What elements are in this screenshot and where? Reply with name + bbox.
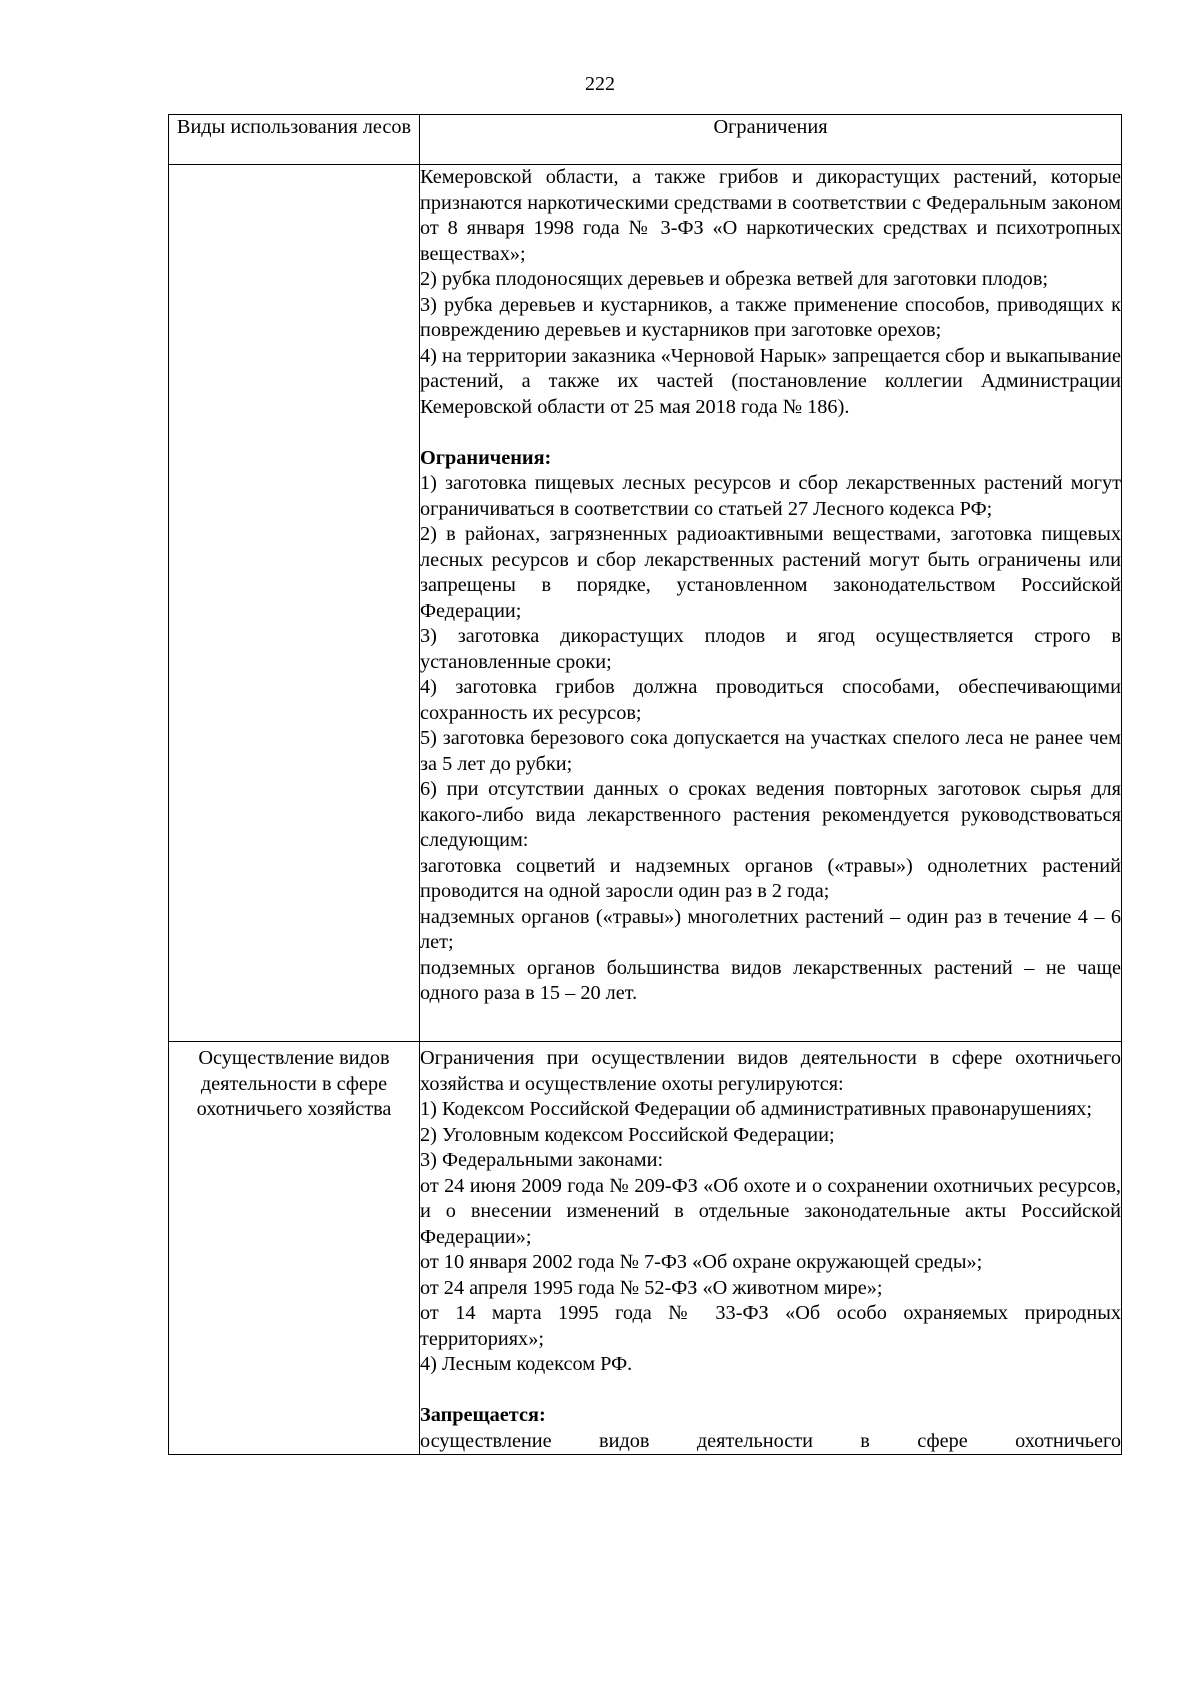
header-kind: Виды использования лесов xyxy=(169,115,420,165)
table-row xyxy=(169,1042,1122,1455)
paragraph: 3) заготовка дикорастущих плодов и ягод осуществляется строго в установленные сроки; xyxy=(420,625,1121,673)
paragraph: 1) Кодексом Российской Федерации об административных правонарушениях; xyxy=(420,1098,1093,1120)
section-heading: Ограничения: xyxy=(420,446,552,469)
paragraph: Ограничения при осуществлении видов деятельности в сфере охотничьего хозяйства и осуществление охоты регулируются: xyxy=(420,1047,1121,1095)
paragraph: от 24 апреля 1995 года № 52-ФЗ «О животном мире»; xyxy=(420,1276,883,1299)
paragraph: 5) заготовка березового сока допускается на участках спелого леса не ранее чем за 5 лет до рубки; xyxy=(420,727,1121,775)
paragraph: Кемеровской области, а также грибов и дикорастущих растений, которые признаются наркотическими средствами в соответствии с Федеральным законом от 8 января 1998 года № 3-ФЗ «О наркотических средствах и психотропных веществах»; xyxy=(420,166,1121,265)
page-number: 222 xyxy=(585,73,615,95)
paragraph: 2) в районах, загрязненных радиоактивными веществами, заготовка пищевых лесных ресурсов и сбор лекарственных растений могут быть ограничены или запрещены в порядке, установленном законодательством Российской Федерации; xyxy=(420,523,1121,622)
paragraph: надземных органов («травы») многолетних растений – один раз в течение 4 – 6 лет; xyxy=(420,905,1121,953)
paragraph: 3) рубка деревьев и кустарников, а также применение способов, приводящих к повреждению деревьев и кустарников при заготовке орехов; xyxy=(420,293,1121,341)
paragraph: заготовка соцветий и надземных органов («травы») однолетних растений проводится на одной заросли один раз в 2 года; xyxy=(420,854,1121,902)
table-header-row xyxy=(169,115,1122,165)
section-heading: Запрещается: xyxy=(420,1404,546,1426)
paragraph: 4) заготовка грибов должна проводиться способами, обеспечивающими сохранность их ресурсов; xyxy=(420,676,1121,724)
paragraph: подземных органов большинства видов лекарственных растений – не чаще одного раза в 15 – 20 лет. xyxy=(420,956,1121,1004)
header-restrictions: Ограничения xyxy=(420,115,1122,165)
paragraph: 4) Лесным кодексом РФ. xyxy=(420,1353,633,1375)
paragraph: от 14 марта 1995 года № 33-ФЗ «Об особо охраняемых природных территориях»; xyxy=(420,1302,1121,1350)
paragraph: 6) при отсутствии данных о сроках ведения повторных заготовок сырья для какого-либо вида лекарственного растения рекомендуется руководствоваться следующим: xyxy=(420,778,1121,851)
paragraph: 2) Уголовным кодексом Российской Федерации; xyxy=(420,1123,835,1146)
paragraph: 1) заготовка пищевых лесных ресурсов и сбор лекарственных растений могут ограничиваться в соответствии со статьей 27 Лесного кодекса РФ; xyxy=(420,472,1121,520)
restrictions-table xyxy=(168,114,1122,1455)
row1-kind xyxy=(169,165,420,1042)
row1-restrictions xyxy=(420,165,1122,1042)
paragraph: от 10 января 2002 года № 7-ФЗ «Об охране окружающей среды»; xyxy=(420,1251,983,1273)
row2-restrictions xyxy=(420,1042,1122,1455)
paragraph: 2) рубка плодоносящих деревьев и обрезка ветвей для заготовки плодов; xyxy=(420,268,1049,290)
paragraph: 4) на территории заказника «Черновой Нарык» запрещается сбор и выкапывание растений, а также их частей (постановление коллегии Администрации Кемеровской области от 25 мая 2018 года № 186). xyxy=(420,344,1121,418)
paragraph: осуществление видов деятельности в сфере охотничьего xyxy=(420,1429,1121,1452)
table-row xyxy=(169,165,1122,1042)
row2-kind: Осуществление видов деятельности в сфере охотничьего хозяйства xyxy=(169,1042,420,1455)
paragraph: от 24 июня 2009 года № 209-ФЗ «Об охоте и о сохранении охотничьих ресурсов, и о внесении изменений в отдельные законодательные акты Российской Федерации»; xyxy=(420,1174,1121,1248)
paragraph: 3) Федеральными законами: xyxy=(420,1149,664,1171)
